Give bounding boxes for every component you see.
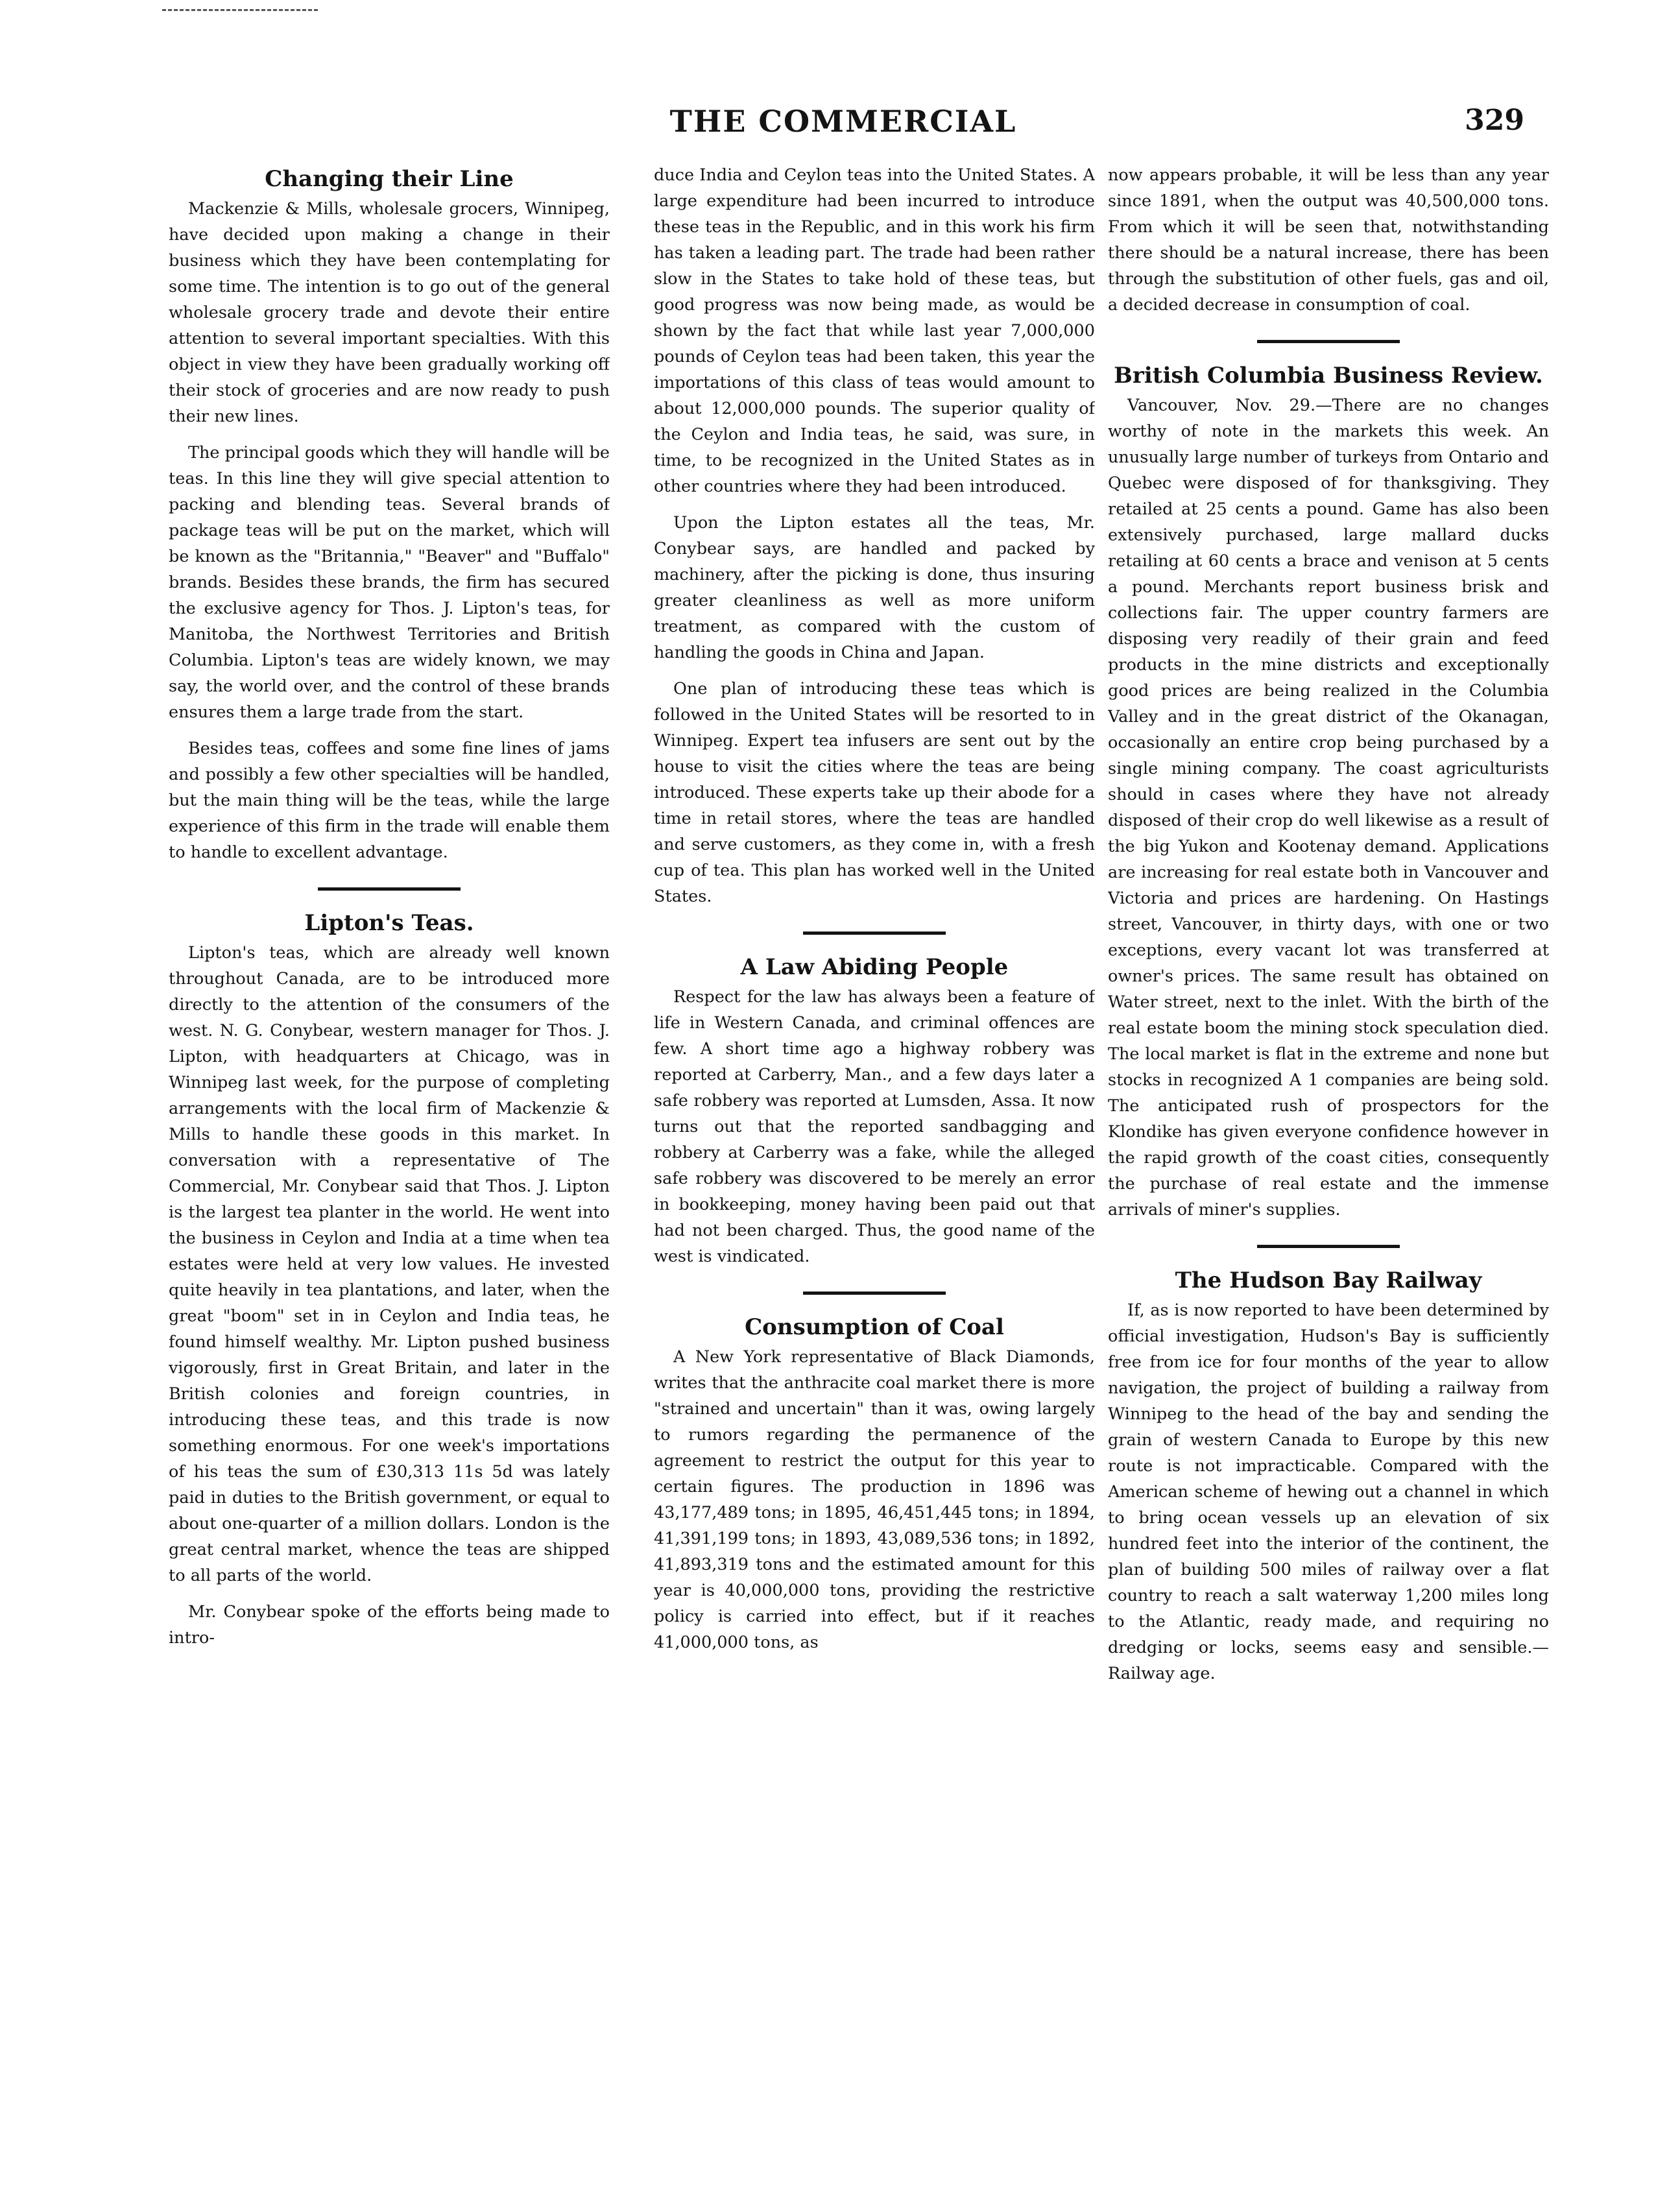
article-paragraph: A New York representative of Black Diamonds, writes that the anthracite coal market there is more "strained and uncertain" than it was, owing largely to rumors regarding the permanence of the agreement to restrict the output for this year to certain figures. The production in 1896 was 43,177,489 tons; in 1895, 46,451,445 tons; in 1894, 41,391,199 tons; in 1893, 43,089,536 tons; in 1892, 41,893,319 tons and the estimated amount for this year is 40,000,000 tons, providing the restrictive policy is carried into effect, but if it reaches 41,000,000 tons, as [654,1347,1095,1652]
article-paragraph: now appears probable, it will be less than any year since 1891, when the output was 40,500,000 tons. From which it will be seen that, notwithstanding there should be a natural increase, there has been through the substitution of other fuels, gas and oil, a decided decrease in consumption of coal. [1108,165,1549,315]
article-divider [803,931,946,935]
article-consumption-of-coal-continued [1108,162,1549,318]
article-divider [318,887,461,891]
article-title: Consumption of Coal [745,1314,1004,1340]
page-number: 329 [1465,104,1524,137]
article-hudson-bay-railway [1108,1268,1549,1687]
article-consumption-of-coal [654,1314,1095,1655]
column-3 [1108,162,1549,2160]
column-2 [654,162,1095,2160]
article-title: Lipton's Teas. [304,910,474,936]
article-changing-their-line [169,166,610,865]
article-liptons-teas [169,910,610,1651]
article-paragraph: Respect for the law has always been a feature of life in Western Canada, and criminal offences are few. A short time ago a highway robbery was reported at Carberry, Man., and a few days later a safe robbery was reported at Lumsden, Assa. It now turns out that the reported sandbagging and robbery at Carberry was a fake, while the alleged safe robbery was discovered to be merely an error in bookkeeping, money having been paid out that had not been charged. Thus, the good name of the west is vindicated. [654,987,1095,1266]
running-title: THE COMMERCIAL [669,104,1017,139]
print-smudge [162,9,318,15]
article-paragraph: Mr. Conybear spoke of the efforts being made to intro- [169,1602,610,1648]
article-paragraph: Besides teas, coffees and some fine lines of jams and possibly a few other specialties will be handled, but the main thing will be the teas, while the large experience of this firm in the trade will enable them to handle to excellent advantage. [169,739,610,862]
article-title: British Columbia Business Review. [1114,363,1543,389]
article-paragraph: Vancouver, Nov. 29.—There are no changes worthy of note in the markets this week. An unusually large number of turkeys from Ontario and Quebec were disposed of for thanksgiving. They retailed at 25 cents a pound. Game has also been extensively purchased, large mallard ducks retailing at 60 cents a brace and venison at 5 cents a pound. Merchants report business brisk and collections fair. The upper country farmers are disposing very readily of their grain and feed products in the mine districts and exceptionally good prices are being realized in the Columbia Valley and in the great district of the Okanagan, occasionally an entire crop being purchased by a single mining company. The coast agriculturists should in cases where they have not already disposed of their crop do well likewise as a result of the big Yukon and Kootenay demand. Applications are increasing for real estate both in Vancouver and Victoria and prices are hardening. On Hastings street, Vancouver, in thirty days, with one or two exceptions, every vacant lot was transferred at owner's prices. The same result has obtained on Water street, next to the inlet. With the birth of the real estate boom the mining stock speculation died. The local market is flat in the extreme and none but stocks in recognized A 1 companies are being sold. The anticipated rush of prospectors for the Klondike has given everyone confidence however in the rapid growth of the coast cities, consequently the purchase of real estate and the immense arrivals of miner's supplies. [1108,396,1549,1220]
column-1 [169,162,610,2160]
article-paragraph: Mackenzie & Mills, wholesale grocers, Winnipeg, have decided upon making a change in their business which they have been contemplating for some time. The intention is to go out of the general wholesale grocery trade and devote their entire attention to several important specialties. With this object in view they have been gradually working off their stock of groceries and are now ready to push their new lines. [169,199,610,426]
article-divider [1257,1245,1400,1248]
article-paragraph: Lipton's teas, which are already well known throughout Canada, are to be introduced more directly to the attention of the consumers of the west. N. G. Conybear, western manager for Thos. J. Lipton, with headquarters at Chicago, was in Winnipeg last week, for the purpose of completing arrangements with the local firm of Mackenzie & Mills to handle these goods in this market. In conversation with a representative of The Commercial, Mr. Conybear said that Thos. J. Lipton is the largest tea planter in the world. He went into the business in Ceylon and India at a time when tea estates were held at very low values. He invested quite heavily in tea plantations, and later, when the great "boom" set in in Ceylon and India teas, he found himself wealthy. Mr. Lipton pushed business vigorously, first in Great Britain, and later in the British colonies and foreign countries, in introducing these teas, and this trade is now something enormous. For one week's importations of his teas the sum of £30,313 11s 5d was lately paid in duties to the British government, or equal to about one-quarter of a million dollars. London is the great central market, whence the teas are shipped to all parts of the world. [169,943,610,1585]
article-paragraph: The principal goods which they will handle will be teas. In this line they will give special attention to packing and blending teas. Several brands of package teas will be put on the market, which will be known as the "Britannia," "Beaver" and "Buffalo" brands. Besides these brands, the firm has secured the exclusive agency for Thos. J. Lipton's teas, for Manitoba, the Northwest Territories and British Columbia. Lipton's teas are widely known, we may say, the world over, and the control of these brands ensures them a large trade from the start. [169,443,610,722]
article-divider [803,1292,946,1295]
article-paragraph: duce India and Ceylon teas into the United States. A large expenditure had been incurred to introduce these teas in the Republic, and in this work his firm has taken a leading part. The trade had been rather slow in the States to take hold of these teas, but good progress was now being made, as would be shown by the fact that while last year 7,000,000 pounds of Ceylon teas had been taken, this year the importations of this class of teas would amount to about 12,000,000 pounds. The superior quality of the Ceylon and India teas, he said, was sure, in time, to be recognized in the United States as in other countries where they had been introduced. [654,165,1095,496]
article-title: A Law Abiding People [740,954,1009,980]
article-title: The Hudson Bay Railway [1175,1268,1482,1293]
article-title: Changing their Line [265,166,514,192]
article-paragraph: If, as is now reported to have been determined by official investigation, Hudson's Bay is sufficiently free from ice for four months of the year to allow navigation, the project of building a railway from Winnipeg to the head of the bay and sending the grain of western Canada to Europe by this new route is not impracticable. Compared with the American scheme of hewing out a channel in which to bring ocean vessels up an elevation of six hundred feet into the interior of the continent, the plan of building 500 miles of railway over a flat country to reach a salt waterway 1,200 miles long to the Atlantic, ready made, and requiring no dredging or locks, seems easy and sensible.—Railway age. [1108,1301,1549,1683]
article-law-abiding-people [654,954,1095,1269]
article-paragraph: Upon the Lipton estates all the teas, Mr. Conybear says, are handled and packed by machinery, after the picking is done, thus insuring greater cleanliness as well as more uniform treatment, as compared with the custom of handling the goods in China and Japan. [654,513,1095,662]
page-header [162,104,1524,156]
article-paragraph: One plan of introducing these teas which is followed in the United States will be resorted to in Winnipeg. Expert tea infusers are sent out by the house to visit the cities where the teas are being introduced. These experts take up their abode for a time in retail stores, where the teas are handled and serve customers, as they come in, with a fresh cup of tea. This plan has worked well in the United States. [654,679,1095,906]
article-divider [1257,340,1400,343]
article-liptons-teas-continued [654,162,1095,909]
article-british-columbia-business-review [1108,363,1549,1223]
